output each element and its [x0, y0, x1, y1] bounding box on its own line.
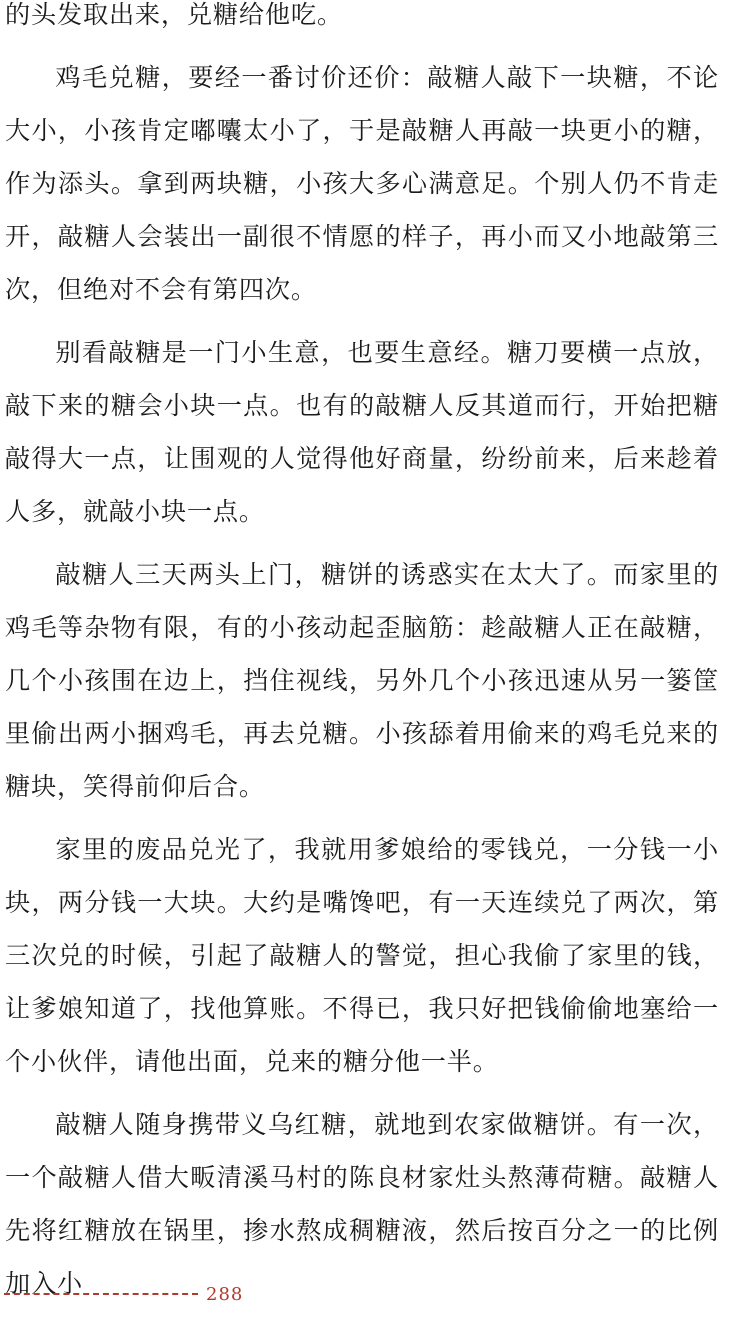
- paragraph-pocket-money: 家里的废品兑光了，我就用爹娘给的零钱兑，一分钱一小块，两分钱一大块。大约是嘴馋吧，有一天连续兑了两次，第三次兑的时候，引起了敲糖人的警觉，担心我偷了家里的钱，让爹娘知道了，找他算账。不得已，我只好把钱偷偷地塞给一个小伙伴，请他出面，兑来的糖分他一半。: [5, 835, 719, 1076]
- paragraph-continuation: 的头发取出来，兑糖给他吃。: [5, 0, 343, 29]
- page-number: 288: [206, 1283, 244, 1305]
- paragraph-business-sense: 别看敲糖是一门小生意，也要生意经。糖刀要横一点放，敲下来的糖会小块一点。也有的敲糖人反其道而行，开始把糖敲得大一点，让围观的人觉得他好商量，纷纷前来，后来趁着人多，就敲小块一点。: [5, 338, 719, 526]
- paragraph-making-candy: 敲糖人随身携带义乌红糖，就地到农家做糖饼。有一次，一个敲糖人借大畈清溪马村的陈良材家灶头熬薄荷糖。敲糖人先将红糖放在锅里，掺水熬成稠糖液，然后按百分之一的比例加入小: [5, 1110, 719, 1298]
- footer-dashed-rule: [4, 1293, 198, 1295]
- text-body: [5, 0, 719, 1320]
- page-footer: [4, 1282, 243, 1306]
- paragraph-chicken-feather-bargain: 鸡毛兑糖，要经一番讨价还价：敲糖人敲下一块糖，不论大小，小孩肯定嘟囔太小了，于是敲糖人再敲一块更小的糖，作为添头。拿到两块糖，小孩大多心满意足。个别人仍不肯走开，敲糖人会装出一副很不情愿的样子，再小而又小地敲第三次，但绝对不会有第四次。: [5, 63, 719, 304]
- paragraph-stolen-feathers: 敲糖人三天两头上门，糖饼的诱惑实在太大了。而家里的鸡毛等杂物有限，有的小孩动起歪脑筋：趁敲糖人正在敲糖，几个小孩围在边上，挡住视线，另外几个小孩迅速从另一篓筐里偷出两小捆鸡毛，再去兑糖。小孩舔着用偷来的鸡毛兑来的糖块，笑得前仰后合。: [5, 560, 719, 801]
